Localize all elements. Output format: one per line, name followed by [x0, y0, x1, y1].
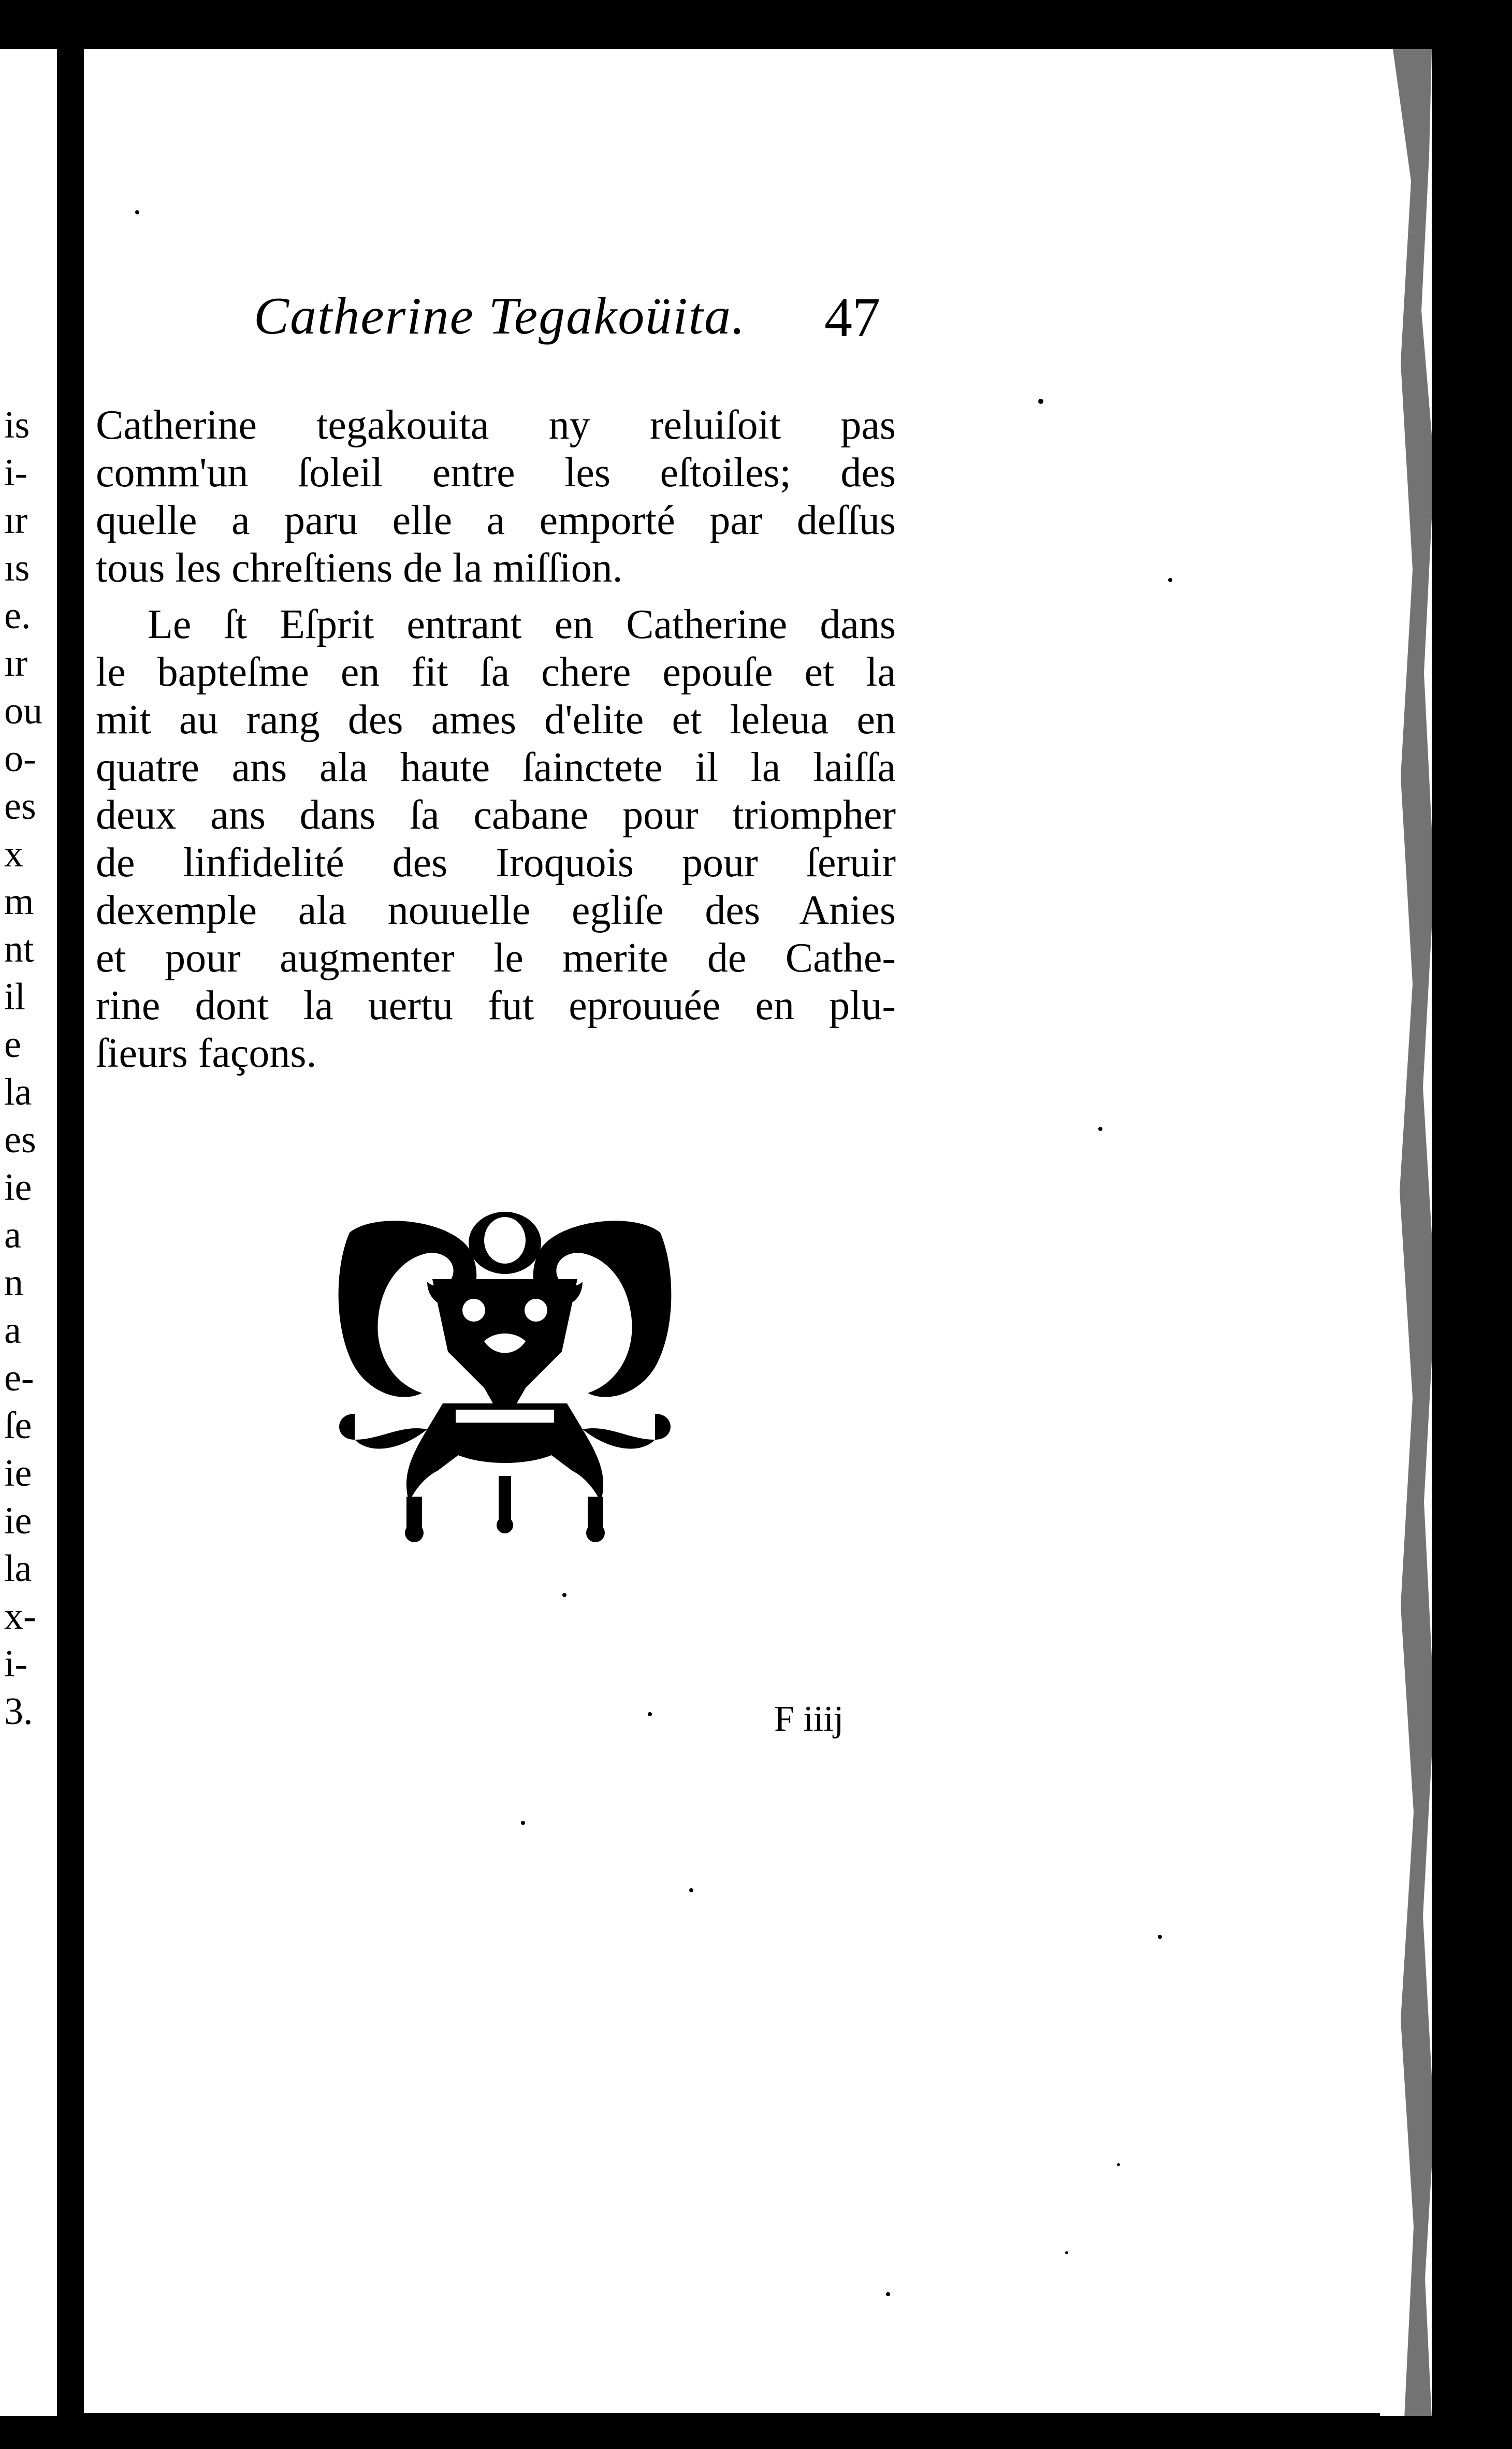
- text-line: Catherine tegakouita ny reluiſoit pas: [96, 402, 896, 448]
- text-line: deux ans dans ſa cabane pour triompher: [96, 792, 896, 838]
- fragment: ır: [4, 499, 28, 542]
- fragment: ie: [4, 1500, 32, 1542]
- text-line: tous les chreſtiens de la miſſion.: [96, 545, 623, 591]
- fragment: ıs: [4, 547, 30, 589]
- fragment: n: [4, 1262, 23, 1304]
- text-line: le bapteſme en fit ſa chere epouſe et la: [96, 649, 896, 695]
- fragment: o-: [4, 737, 36, 780]
- fragment: la: [4, 1071, 32, 1113]
- fragment: a: [4, 1309, 21, 1352]
- paragraph-2: [96, 601, 896, 1077]
- text-line: mit au rang des ames d'elite et leleua en: [96, 697, 896, 743]
- fragment: i-: [4, 1643, 28, 1685]
- text-line: ſieurs façons.: [96, 1031, 317, 1076]
- fragment: x: [4, 833, 23, 875]
- fragment: ie: [4, 1452, 32, 1495]
- text-line: quelle a paru elle a emporté par deſſus: [96, 498, 896, 543]
- facing-page-fragments: [4, 401, 61, 1735]
- fragment: x-: [4, 1595, 36, 1638]
- fragment: e.: [4, 595, 31, 637]
- fragment: e-: [4, 1357, 34, 1399]
- fragment: e: [4, 1023, 21, 1066]
- fragment: es: [4, 1119, 36, 1161]
- text-line: Le ſt Eſprit entrant en Catherine dans: [148, 602, 896, 647]
- fragment: ır: [4, 642, 28, 685]
- fragment: 3.: [4, 1690, 33, 1733]
- fragment: is: [4, 404, 30, 446]
- fragment: ſe: [4, 1404, 32, 1447]
- fragment: i-: [4, 452, 28, 494]
- fragment: ou: [4, 690, 42, 732]
- signature-mark: F iiij: [774, 1699, 844, 1739]
- fragment: ie: [4, 1166, 32, 1209]
- text-line: et pour augmenter le merite de Cathe-: [96, 935, 896, 981]
- fragment: il: [4, 976, 26, 1018]
- text-line: de linfidelité des Iroquois pour ſeruir: [96, 840, 896, 886]
- text-line: rine dont la uertu fut eprouuée en plu-: [96, 983, 896, 1028]
- running-head-title: Catherine Tegakoüita.: [254, 287, 746, 345]
- paragraph-1: [96, 401, 896, 592]
- text-line: comm'un ſoleil entre les eſtoiles; des: [96, 450, 896, 496]
- fragment: nt: [4, 928, 34, 970]
- fragment: a: [4, 1214, 21, 1256]
- fragment: es: [4, 785, 36, 828]
- text-line: dexemple ala nouuelle egliſe des Anies: [96, 888, 896, 933]
- text-line: quatre ans ala haute ſainctete il la laiſſa: [96, 745, 896, 790]
- page-number: 47: [824, 287, 880, 349]
- fragment: la: [4, 1547, 32, 1590]
- fragment: m: [4, 880, 34, 923]
